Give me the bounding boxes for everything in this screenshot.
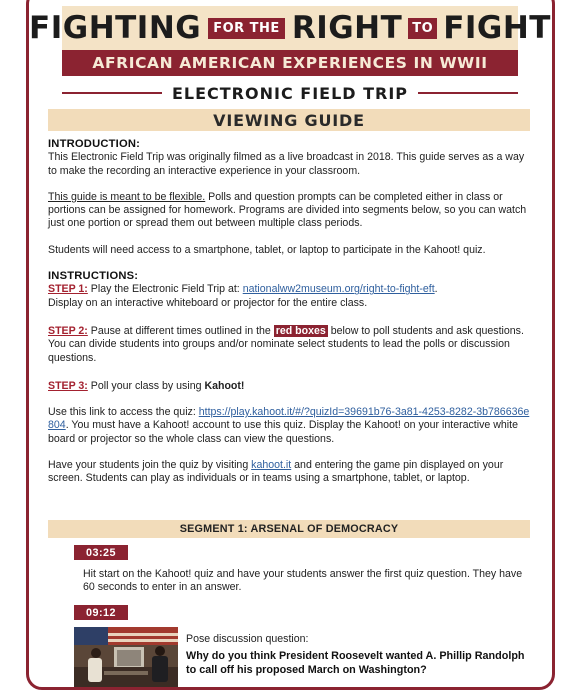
step-1 bbox=[48, 283, 532, 296]
step-1-end: . bbox=[434, 283, 438, 296]
banner-word-fighting: FIGHTING bbox=[29, 10, 202, 46]
museum-link[interactable]: nationalww2museum.org/right-to-fight-eft bbox=[242, 283, 435, 296]
eft-heading-text: ELECTRONIC FIELD TRIP bbox=[171, 83, 409, 103]
time-badge-1: 03:25 bbox=[74, 545, 128, 560]
title-banner bbox=[29, 6, 551, 76]
quiz-text-a: Use this link to access the quiz: bbox=[48, 406, 199, 419]
banner-word-to: TO bbox=[408, 18, 437, 39]
discussion-question: Why do you think President Roosevelt wanted A. Phillip Randolph to call off his proposed March on Washington? bbox=[186, 650, 525, 676]
introduction-title: INTRODUCTION: bbox=[48, 138, 141, 150]
flexible-note: This guide is meant to be flexible. bbox=[48, 190, 206, 203]
intro-paragraph-1: This Electronic Field Trip was originally filmed as a live broadcast in 2018. This guide serves as a way to make the recording an interactive experience in your classroom. bbox=[48, 151, 525, 177]
banner-subtitle: AFRICAN AMERICAN EXPERIENCES IN WWII bbox=[62, 50, 518, 76]
segment-1-title: SEGMENT 1: ARSENAL OF DEMOCRACY bbox=[48, 520, 530, 538]
banner-word-for-the: FOR THE bbox=[208, 18, 285, 39]
historical-photo bbox=[74, 627, 178, 687]
join-paragraph bbox=[48, 459, 532, 486]
step-2-text-b: below to poll students and ask questions. You can divide students into groups and/or nominate select students to lead the polls or discussion questions. bbox=[48, 324, 524, 364]
segment-item-1-text: Hit start on the Kahoot! quiz and have your students answer the first quiz question. They have 60 seconds to enter in an answer. bbox=[83, 568, 523, 594]
intro-paragraph-2 bbox=[48, 191, 532, 231]
step-3-text: Poll your class by using bbox=[87, 379, 205, 392]
join-text-b: and entering the game pin displayed on your screen. Students can play as individuals or in teams using a smartphone, tablet, or laptop. bbox=[48, 459, 504, 485]
kahoot-quiz-link[interactable]: https://play.kahoot.it/#/?quizId=39691b76-3a81-4253-8282-3b786636e804 bbox=[48, 406, 530, 432]
time-badge-2: 09:12 bbox=[74, 605, 128, 620]
eft-heading bbox=[62, 83, 518, 103]
kahoot-name: Kahoot! bbox=[204, 379, 245, 392]
step-3-label: STEP 3: bbox=[48, 379, 88, 392]
step-2-text-a: Pause at different times outlined in the bbox=[87, 324, 274, 337]
kahoot-it-link[interactable]: kahoot.it bbox=[251, 459, 292, 472]
step-3 bbox=[48, 380, 532, 393]
discussion-label: Pose discussion question: bbox=[186, 633, 309, 645]
banner-word-fight: FIGHT bbox=[443, 10, 551, 46]
intro-paragraph-2-rest: Polls and question prompts can be completed either in class or portions can be assigned for homework. Programs are divided into segments below, so you can watch just one portion or spread them out between multiple class periods. bbox=[48, 190, 527, 230]
step-1-text: Play the Electronic Field Trip at: bbox=[87, 283, 243, 296]
heading-rule-right bbox=[418, 92, 518, 94]
join-text-a: Have your students join the quiz by visiting bbox=[48, 459, 252, 472]
step-1-line-2: Display on an interactive whiteboard or projector for the entire class. bbox=[48, 296, 368, 309]
banner-title bbox=[29, 8, 551, 48]
viewing-guide-title: VIEWING GUIDE bbox=[48, 109, 530, 131]
step-2 bbox=[48, 325, 532, 365]
instructions-title: INSTRUCTIONS: bbox=[48, 270, 139, 283]
banner-word-right: RIGHT bbox=[291, 10, 403, 46]
quiz-text-b: . You must have a Kahoot! account to use this quiz. Display the Kahoot! on your interactive white board or projector so the whole class can view the questions. bbox=[48, 419, 518, 445]
red-boxes-highlight: red boxes bbox=[275, 324, 326, 337]
quiz-link-paragraph bbox=[48, 406, 532, 446]
step-2-label: STEP 2: bbox=[48, 324, 88, 337]
heading-rule-left bbox=[62, 92, 162, 94]
guide-body bbox=[48, 138, 532, 486]
step-1-label: STEP 1: bbox=[48, 283, 88, 296]
intro-paragraph-3: Students will need access to a smartphone, tablet, or laptop to participate in the Kahoot! quiz. bbox=[48, 243, 486, 256]
